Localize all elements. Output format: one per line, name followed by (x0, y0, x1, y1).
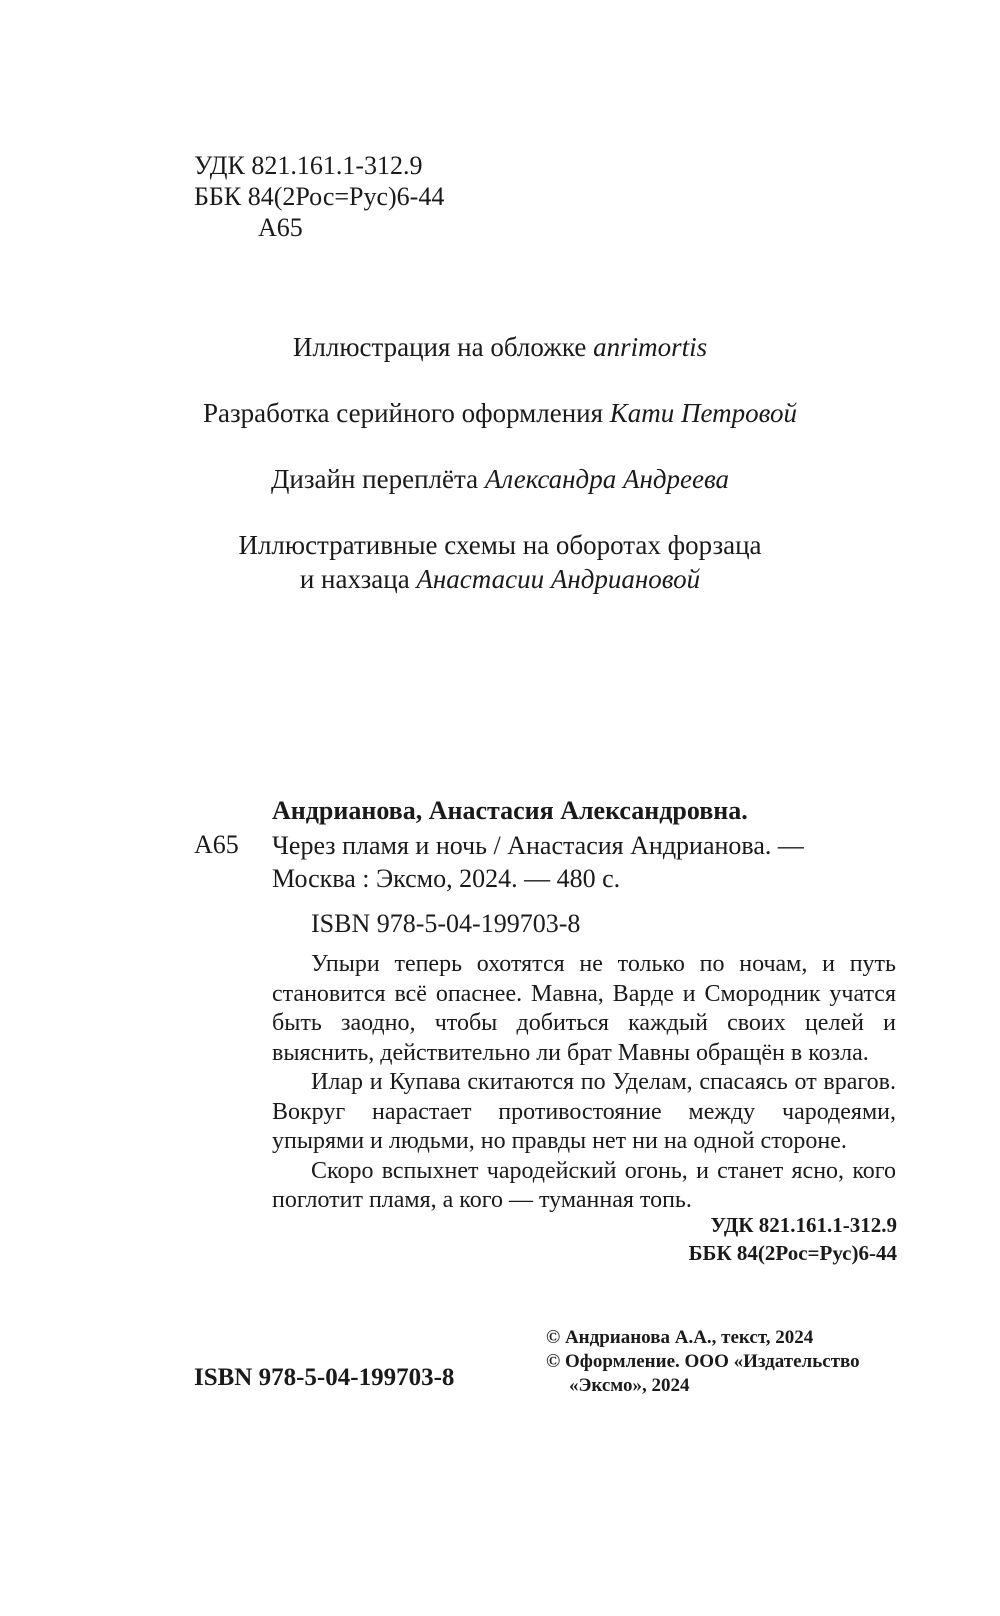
bibliographic-description (272, 829, 804, 895)
credits-block (0, 330, 1000, 596)
annotation-paragraph: Скоро вспыхнет чародейский огонь, и станет ясно, кого поглотит пламя, а кого — туманная топь. (272, 1157, 896, 1213)
bibliographic-isbn: ISBN 978-5-04-199703-8 (311, 909, 581, 938)
top-classification-codes (194, 150, 444, 243)
annotation-paragraph: Илар и Купава скитаются по Уделам, спасаясь от врагов. Вокруг нарастает противостояние между чародеями, упырями и людьми, но правды нет ни на одной стороне. (272, 1069, 896, 1154)
udk-code: УДК 821.161.1-312.9 (710, 1213, 897, 1237)
bbk-code: ББК 84(2Рос=Рус)6-44 (194, 182, 445, 211)
credit-role: Разработка серийного оформления (203, 398, 610, 428)
credit-name: Кати Петровой (609, 398, 797, 428)
credit-role-continued: и нахзаца (299, 564, 417, 594)
credit-role: Дизайн переплёта (270, 464, 485, 494)
udk-code: УДК 821.161.1-312.9 (194, 151, 423, 180)
credit-cover-illustration (0, 330, 1000, 364)
bibliographic-author: Андрианова, Анастасия Александровна. (272, 796, 748, 825)
credit-endpaper-schemes (0, 528, 1000, 596)
credit-name: Анастасии Андриановой (416, 564, 701, 594)
bibliographic-author-mark: А65 (194, 830, 239, 859)
bibliographic-imprint-line: Москва : Эксмо, 2024. — 480 с. (272, 864, 621, 893)
credit-name: anrimortis (593, 332, 708, 362)
credit-role: Иллюстрация на обложке (292, 332, 594, 362)
author-mark: А65 (258, 213, 303, 242)
credit-role: Иллюстративные схемы на оборотах форзаца (238, 530, 762, 560)
bibliographic-title-line: Через пламя и ночь / Анастасия Андрианова. — (272, 831, 804, 860)
credit-series-design (0, 396, 1000, 430)
bottom-classification-codes (689, 1211, 897, 1267)
copyright-block (546, 1326, 860, 1398)
bbk-code: ББК 84(2Рос=Рус)6-44 (688, 1241, 897, 1265)
copyright-design: © Оформление. ООО «Издательство (546, 1351, 860, 1372)
book-annotation (272, 950, 896, 1216)
credit-name: Александра Андреева (484, 464, 730, 494)
copyright-design-continued: «Эксмо», 2024 (569, 1375, 690, 1396)
isbn-footer: ISBN 978-5-04-199703-8 (194, 1364, 455, 1391)
credit-binding-design (0, 462, 1000, 496)
copyright-text: © Андрианова А.А., текст, 2024 (546, 1327, 814, 1348)
annotation-paragraph: Упыри теперь охотятся не только по ночам, и путь становится всё опаснее. Мавна, Варде и Смородник учатся быть заодно, чтобы добиться каждый своих целей и выяснить, действительно ли брат Мавны обращён в козла. (272, 951, 896, 1066)
